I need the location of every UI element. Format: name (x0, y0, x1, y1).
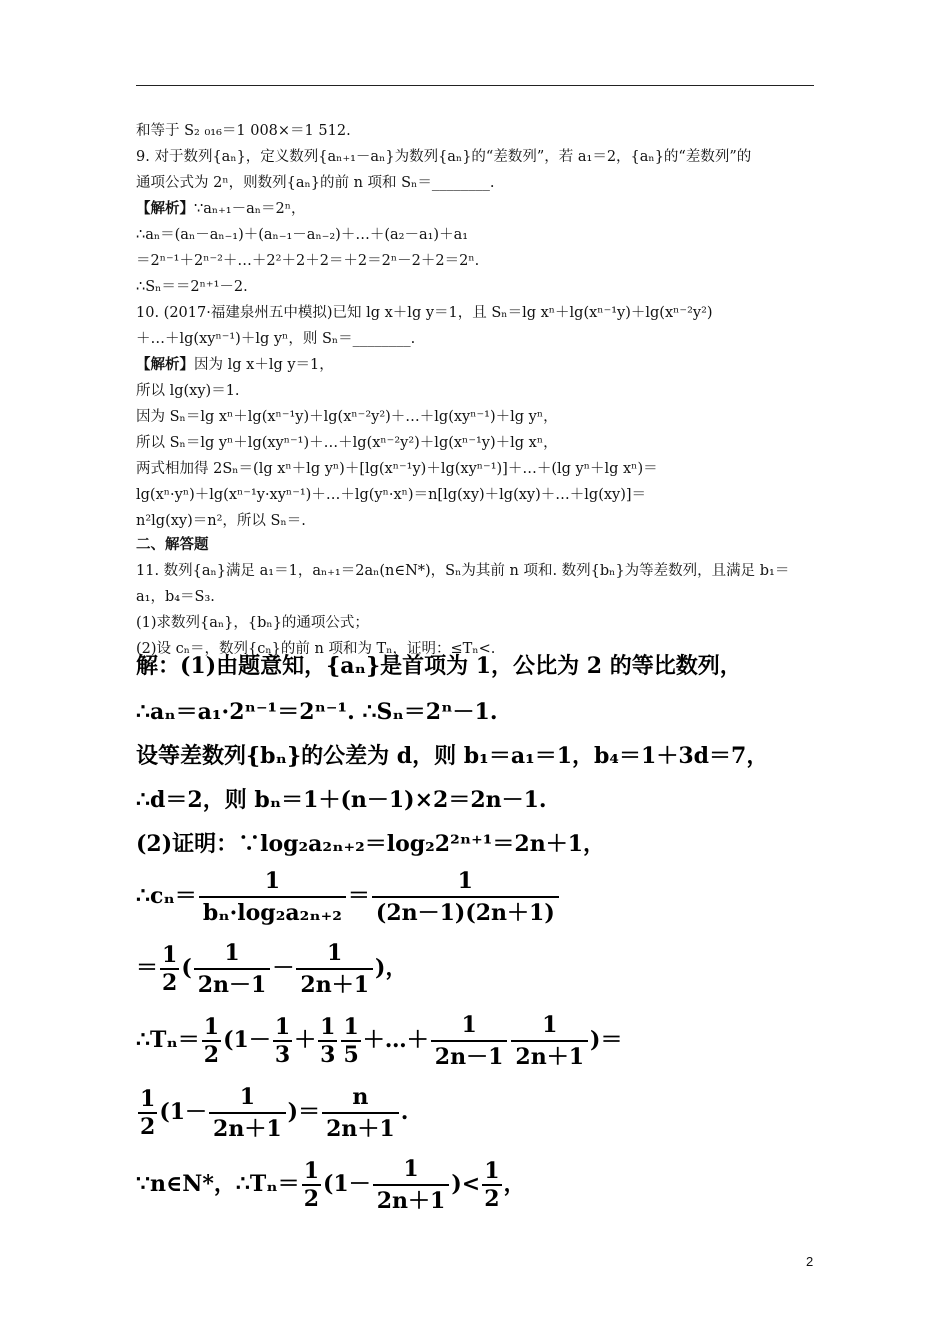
solution-line-8: ∴Tₙ＝ $\frac{1}{2}$ (1－ $\frac{1}{3}$ ＋ $\frac{1}{3}$ $\frac{1}{5}$ ＋…＋ $\frac{1}{2n-1}$ $\frac{1}{2n+1}$ )＝ (136, 1012, 623, 1070)
solution-line-2: ∴aₙ＝a₁·2ⁿ⁻¹＝2ⁿ⁻¹. ∴Sₙ＝2ⁿ－1. (136, 699, 498, 725)
analysis-text: 因为 lg x＋lg y＝1， (194, 357, 334, 373)
solution-line-6: ∴cₙ＝ $\frac{1}{\text{bₙ·log₂a₂ₙ₊₂}}$ ＝ $\frac{1}{(2n-1)(2n+1)}$ (136, 866, 561, 928)
problem-11-line-1: 11. 数列{aₙ}满足 a₁＝1，aₙ₊₁＝2aₙ(n∈N*)，Sₙ为其前 n 项和. 数列{bₙ}为等差数列，且满足 b₁＝ (136, 563, 790, 579)
text-line: ∴Sₙ＝＝2ⁿ⁺¹－2. (136, 279, 248, 295)
section-heading: 二、解答题 (136, 536, 209, 553)
text-line: 所以 lg(xy)＝1. (136, 383, 240, 399)
page-number: 2 (806, 1254, 814, 1269)
analysis-text: ∵aₙ₊₁－aₙ＝2ⁿ， (194, 201, 306, 217)
fraction: $\frac{1}{2n+1}$ (511, 1010, 588, 1072)
text-line: ∴aₙ＝(aₙ－aₙ₋₁)＋(aₙ₋₁－aₙ₋₂)＋…＋(a₂－a₁)＋a₁ (136, 227, 469, 243)
fraction: $\frac{1}{2}$ (162, 942, 178, 996)
solution-line-10: ∵n∈N*，∴Tₙ＝ $\frac{1}{2}$ (1－ $\frac{1}{2n+1}$ )< $\frac{1}{2}$ ， (136, 1156, 526, 1214)
fraction: $\frac{1}{3}$ (274, 1014, 291, 1068)
fraction: $\frac{1}{2n-1}$ (194, 938, 271, 1000)
fraction: $\frac{1}{5}$ (343, 1014, 359, 1068)
fraction: $\frac{1}{2n+1}$ (209, 1082, 286, 1144)
solution-line-9: $\frac{1}{2}$ (1－ $\frac{1}{2n+1}$ )＝ $\frac{n}{2n+1}$ . (140, 1084, 409, 1142)
fraction: $\frac{1}{\text{bₙ·log₂a₂ₙ₊₂}}$ (199, 866, 346, 928)
fraction: $\frac{1}{2n+1}$ (296, 938, 373, 1000)
fraction: $\frac{1}{2}$ (140, 1086, 156, 1140)
fraction: $\frac{1}{2n-1}$ (431, 1010, 508, 1072)
solution-line-3: 设等差数列{bₙ}的公差为 d，则 b₁＝a₁＝1，b₄＝1＋3d＝7， (136, 743, 769, 769)
text-line: 因为 Sₙ＝lg xⁿ＋lg(xⁿ⁻¹y)＋lg(xⁿ⁻²y²)＋…＋lg(xyⁿ⁻¹)＋lg yⁿ， (136, 409, 558, 425)
text-line: ＝2ⁿ⁻¹＋2ⁿ⁻²＋…＋2²＋2＋2＝＋2＝2ⁿ－2＋2＝2ⁿ. (136, 253, 480, 269)
solution-line-5: (2)证明：∵log₂a₂ₙ₊₂＝log₂2²ⁿ⁺¹＝2n＋1， (136, 831, 606, 857)
fraction: $\frac{1}{2}$ (203, 1014, 220, 1068)
text-line: 所以 Sₙ＝lg yⁿ＋lg(xyⁿ⁻¹)＋…＋lg(xⁿ⁻²y²)＋lg(xⁿ⁻¹y)＋lg xⁿ， (136, 435, 558, 451)
text-line: lg(xⁿ·yⁿ)＋lg(xⁿ⁻¹y·xyⁿ⁻¹)＋…＋lg(yⁿ·xⁿ)＝n[lg(xy)＋lg(xy)＋…＋lg(xy)]＝ (136, 487, 647, 503)
analysis-line (136, 355, 816, 375)
solution-line-7: ＝ $\frac{1}{2}$ ( $\frac{1}{2n-1}$ － $\frac{1}{2n+1}$ )， (136, 940, 408, 998)
fraction: $\frac{1}{2}$ (484, 1158, 500, 1212)
fraction: $\frac{1}{2}$ (303, 1158, 319, 1212)
solution-line-4: ∴d＝2，则 bₙ＝1＋(n－1)×2＝2n－1. (136, 787, 547, 813)
text-line: n²lg(xy)＝n²，所以 Sₙ＝. (136, 513, 306, 529)
problem-10-line-1: 10. (2017·福建泉州五中模拟)已知 lg x＋lg y＝1，且 Sₙ＝lg xⁿ＋lg(xⁿ⁻¹y)＋lg(xⁿ⁻²y²) (136, 305, 713, 321)
problem-9-line-2: 通项公式为 2ⁿ，则数列{aₙ}的前 n 项和 Sₙ＝________. (136, 175, 495, 191)
problem-10-line-2: ＋…＋lg(xyⁿ⁻¹)＋lg yⁿ，则 Sₙ＝________. (136, 331, 416, 347)
solution-line-1: 解：(1)由题意知，{aₙ}是首项为 1，公比为 2 的等比数列， (136, 653, 742, 679)
analysis-line (136, 199, 816, 219)
problem-11-part-1: (1)求数列{aₙ}，{bₙ}的通项公式； (136, 615, 369, 631)
text-line: 两式相加得 2Sₙ＝(lg xⁿ＋lg yⁿ)＋[lg(xⁿ⁻¹y)＋lg(xyⁿ⁻¹)]＋…＋(lg yⁿ＋lg xⁿ)＝ (136, 461, 658, 477)
problem-11-part-2: (2)设 cₙ＝，数列{cₙ}的前 n 项和为 Tₙ，证明：≤Tₙ<. (136, 641, 496, 657)
header-rule (136, 85, 814, 86)
fraction: $\frac{1}{3}$ (320, 1014, 336, 1068)
fraction: $\frac{1}{(2n-1)(2n+1)}$ (372, 866, 559, 928)
problem-11-line-2: a₁，b₄＝S₃. (136, 589, 215, 605)
analysis-label: 【解析】 (136, 200, 194, 217)
fraction: $\frac{1}{2n+1}$ (373, 1154, 450, 1216)
analysis-label: 【解析】 (136, 356, 194, 373)
text-line: 和等于 S₂ ₀₁₆＝1 008×＝1 512. (136, 123, 351, 139)
fraction: $\frac{n}{2n+1}$ (322, 1082, 399, 1144)
c-n-label: ∴cₙ＝ (136, 883, 197, 909)
problem-9-line-1: 9. 对于数列{aₙ}，定义数列{aₙ₊₁－aₙ}为数列{aₙ}的“差数列”，若 a₁＝2，{aₙ}的“差数列”的 (136, 149, 752, 165)
